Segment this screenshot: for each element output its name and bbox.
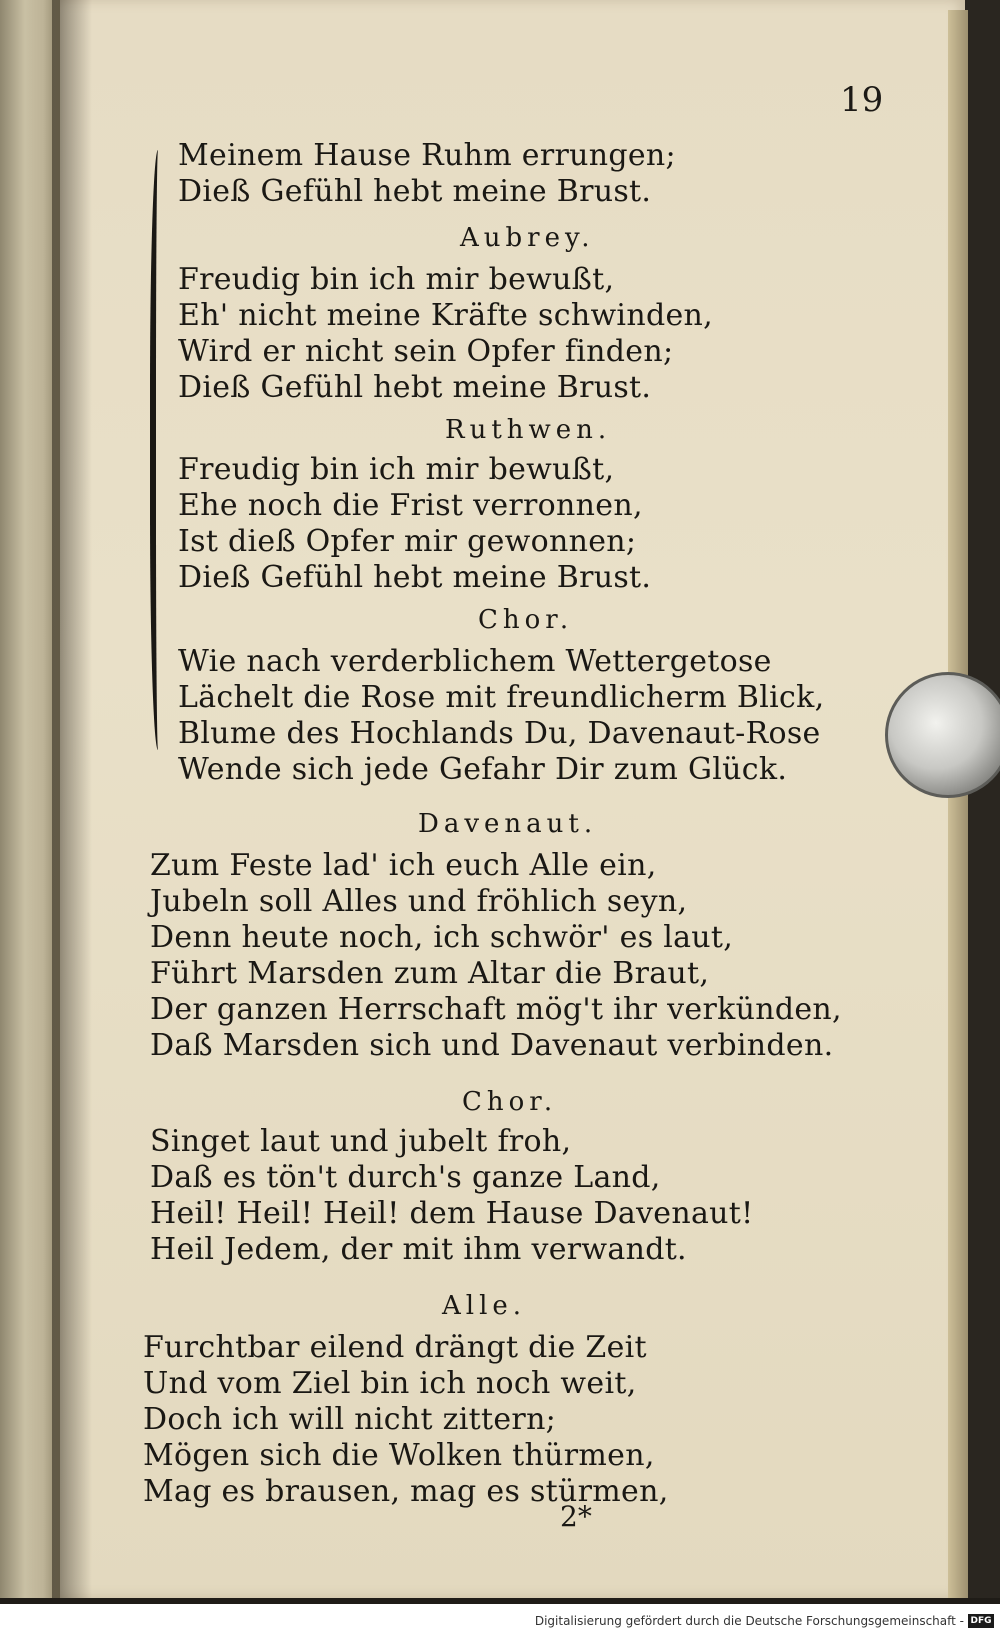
speaker-name: Ruthwen. <box>445 415 612 445</box>
speaker-name: Chor. <box>462 1087 558 1117</box>
speaker-name: Chor. <box>478 605 574 635</box>
verse-line: Ist dieß Opfer mir gewonnen; <box>178 524 637 559</box>
dfg-logo: DFG <box>968 1614 994 1628</box>
verse-line: Daß Marsden sich und Davenaut verbinden. <box>150 1028 834 1063</box>
signature-mark: 2* <box>560 1500 592 1533</box>
footer-credit: Digitalisierung gefördert durch die Deutsche Forschungsgemeinschaft - <box>534 1614 964 1628</box>
verse-line: Mag es brausen, mag es stürmen, <box>143 1474 669 1509</box>
verse-line: Singet laut und jubelt froh, <box>150 1124 572 1159</box>
verse-line: Meinem Hause Ruhm errungen; <box>178 138 676 173</box>
verse-line: Eh' nicht meine Kräfte schwinden, <box>178 298 713 333</box>
verse-line: Heil! Heil! Heil! dem Hause Davenaut! <box>150 1196 754 1231</box>
verse-line: Dieß Gefühl hebt meine Brust. <box>178 370 652 405</box>
verse-line: Furchtbar eilend drängt die Zeit <box>143 1330 647 1365</box>
verse-line: Daß es tön't durch's ganze Land, <box>150 1160 661 1195</box>
verse-line: Ehe noch die Frist verronnen, <box>178 488 643 523</box>
verse-line: Wende sich jede Gefahr Dir zum Glück. <box>178 752 788 787</box>
verse-line: Und vom Ziel bin ich noch weit, <box>143 1366 637 1401</box>
verse-line: Jubeln soll Alles und fröhlich seyn, <box>150 884 688 919</box>
verse-line: Dieß Gefühl hebt meine Brust. <box>178 560 652 595</box>
verse-line: Mögen sich die Wolken thürmen, <box>143 1438 655 1473</box>
speaker-name: Alle. <box>442 1291 527 1321</box>
verse-line: Freudig bin ich mir bewußt, <box>178 452 615 487</box>
chorus-brace <box>150 150 170 750</box>
verse-line: Freudig bin ich mir bewußt, <box>178 262 615 297</box>
verse-line: Blume des Hochlands Du, Davenaut-Rose <box>178 716 821 751</box>
verse-line: Wie nach verderblichem Wettergetose <box>178 644 772 679</box>
page-number: 19 <box>840 80 884 120</box>
digitization-footer <box>0 1604 1000 1637</box>
verse-line: Der ganzen Herrschaft mög't ihr verkünden, <box>150 992 842 1027</box>
speaker-name: Davenaut. <box>418 809 598 839</box>
verse-line: Dieß Gefühl hebt meine Brust. <box>178 174 652 209</box>
verse-line: Doch ich will nicht zittern; <box>143 1402 557 1437</box>
speaker-name: Aubrey. <box>460 223 595 253</box>
verse-line: Denn heute noch, ich schwör' es laut, <box>150 920 734 955</box>
verse-line: Heil Jedem, der mit ihm verwandt. <box>150 1232 687 1267</box>
verse-line: Zum Feste lad' ich euch Alle ein, <box>150 848 657 883</box>
verse-line: Lächelt die Rose mit freundlicherm Blick, <box>178 680 825 715</box>
verse-line: Wird er nicht sein Opfer finden; <box>178 334 674 369</box>
verse-line: Führt Marsden zum Altar die Braut, <box>150 956 710 991</box>
